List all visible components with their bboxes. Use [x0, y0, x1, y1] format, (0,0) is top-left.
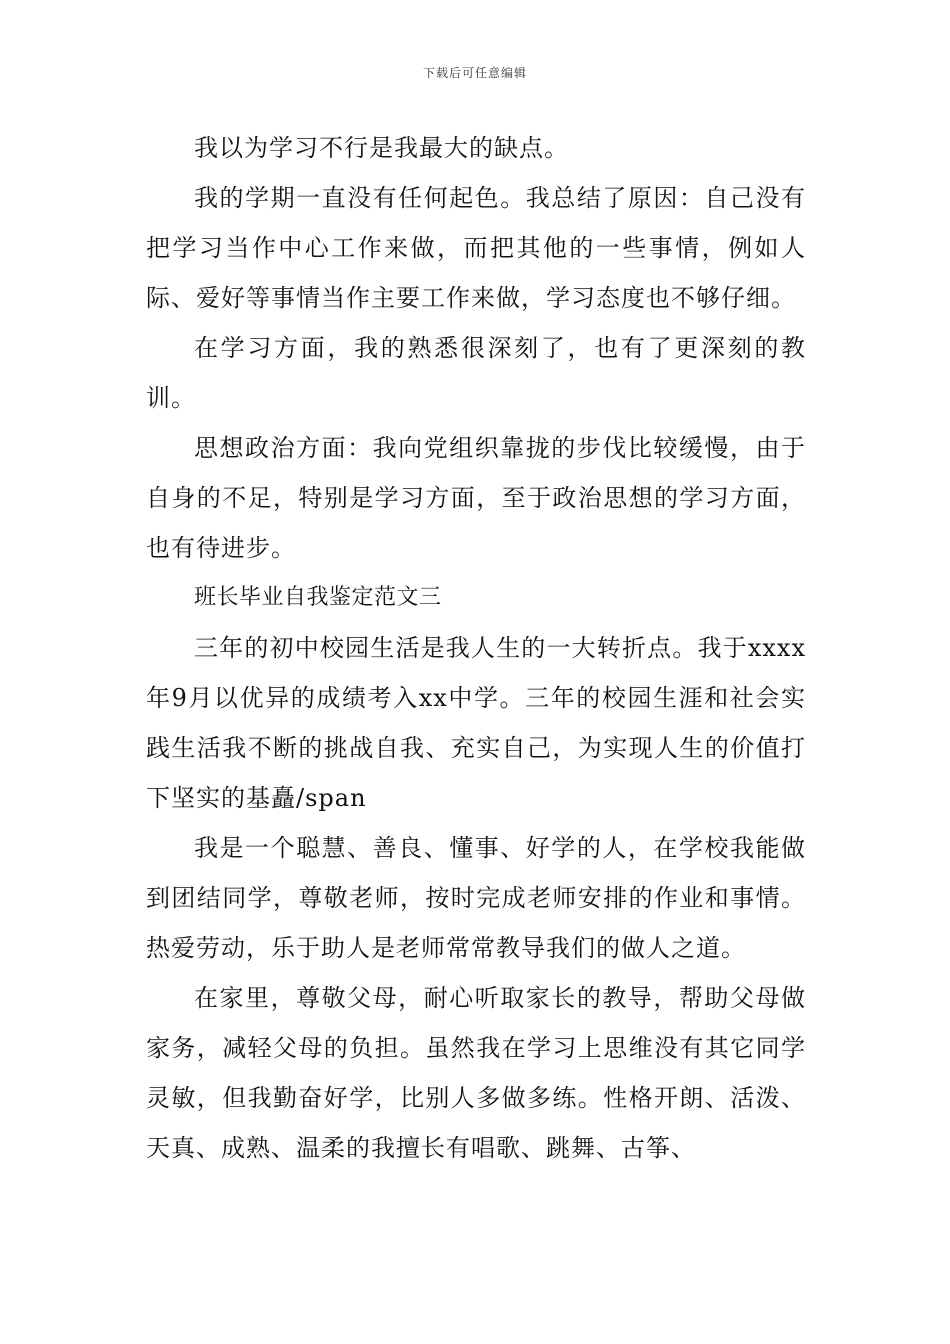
- page-header: 下载后可任意编辑: [422, 66, 527, 80]
- paragraph: 我是一个聪慧、善良、懂事、好学的人，在学校我能做到团结同学，尊敬老师，按时完成老师安排的作业和事情。热爱劳动，乐于助人是老师常常教导我们的做人之道。: [146, 834, 806, 962]
- paragraph: 三年的初中校园生活是我人生的一大转折点。我于xxxx年9月以优异的成绩考入xx中学。三年的校园生涯和社会实践生活我不断的挑战自我、充实自己，为实现人生的价值打下坚实的基矗/span: [146, 634, 806, 812]
- paragraph: 在学习方面，我的熟悉很深刻了，也有了更深刻的教训。: [146, 334, 806, 412]
- paragraph: 我的学期一直没有任何起色。我总结了原因：自己没有把学习当作中心工作来做，而把其他的一些事情，例如人际、爱好等事情当作主要工作来做，学习态度也不够仔细。: [146, 184, 806, 312]
- document-body: [146, 123, 806, 1173]
- paragraph: 在家里，尊敬父母，耐心听取家长的教导，帮助父母做家务，减轻父母的负担。虽然我在学习上思维没有其它同学灵敏，但我勤奋好学，比别人多做多练。性格开朗、活泼、天真、成熟、温柔的我擅长有唱歌、跳舞、古筝、: [146, 984, 806, 1162]
- paragraph: 思想政治方面：我向党组织靠拢的步伐比较缓慢，由于自身的不足，特别是学习方面，至于政治思想的学习方面，也有待进步。: [146, 434, 806, 562]
- section-heading: 班长毕业自我鉴定范文三: [194, 585, 442, 610]
- paragraph: 我以为学习不行是我最大的缺点。: [194, 134, 569, 162]
